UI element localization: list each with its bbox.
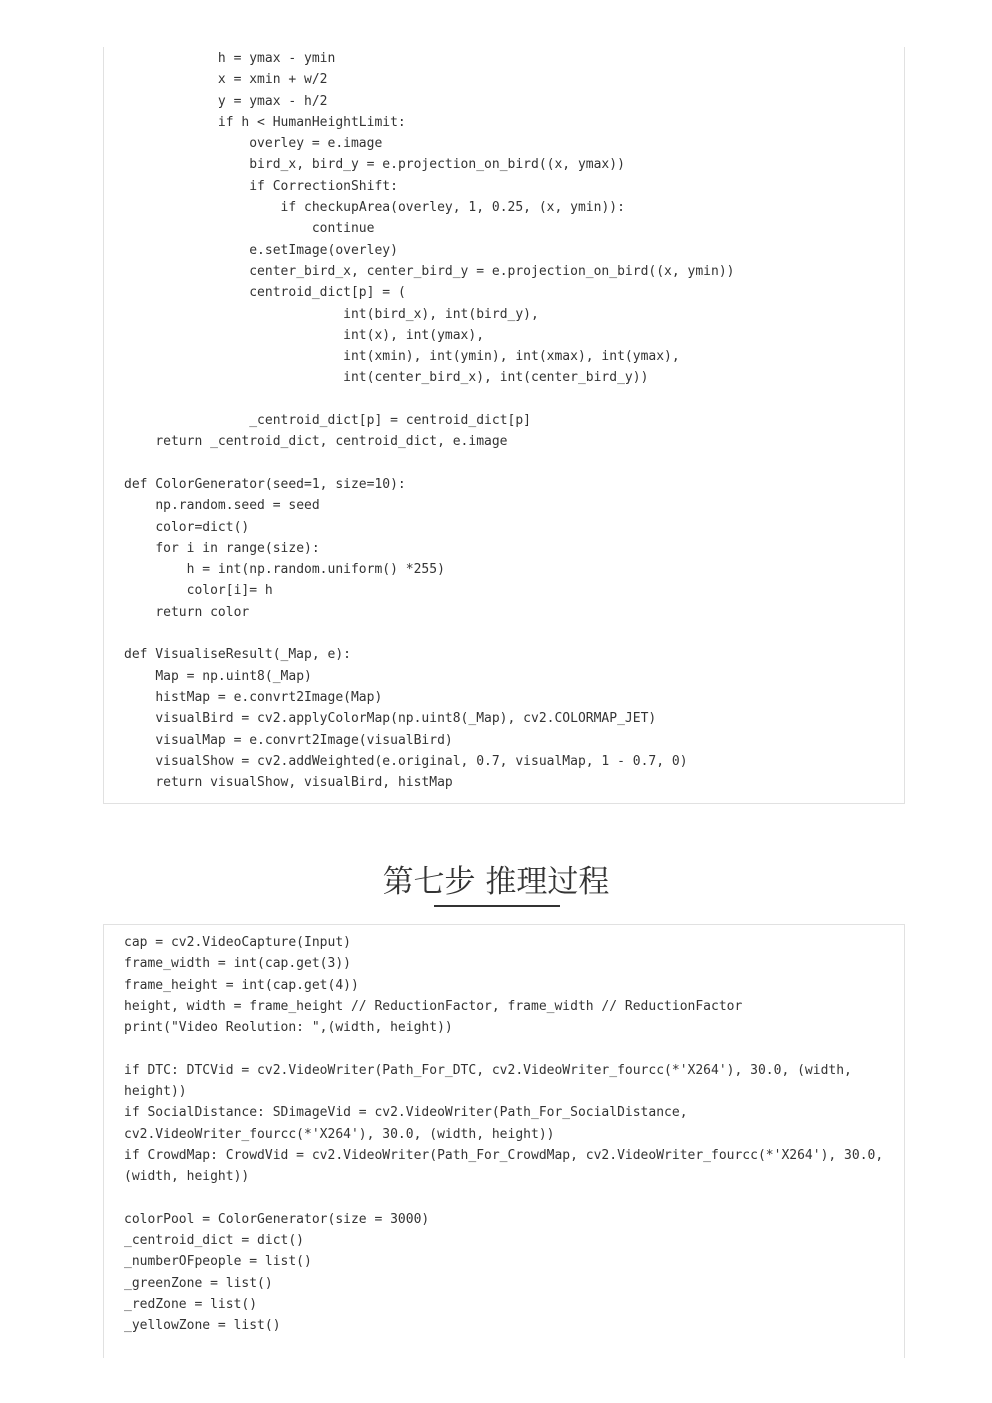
- code-line: [124, 453, 884, 474]
- code-line: print("Video Reolution: ",(width, height)): [124, 1020, 453, 1036]
- code-line: _centroid_dict = dict(): [124, 1233, 305, 1249]
- code-line: visualMap = e.convrt2Image(visualBird): [124, 732, 453, 748]
- code-line: h = ymax - ymin: [124, 51, 336, 66]
- code-line: if DTC: DTCVid = cv2.VideoWriter(Path_For_DTC, cv2.VideoWriter_fourcc(*'X264'), 30.0, (width, height)): [124, 1062, 860, 1100]
- code-line: if checkupArea(overley, 1, 0.25, (x, ymin)):: [124, 200, 625, 216]
- code-line: histMap = e.convrt2Image(Map): [124, 689, 383, 705]
- code-line: Map = np.uint8(_Map): [124, 668, 312, 684]
- code-block-inference: [103, 924, 905, 1358]
- code-line: frame_width = int(cap.get(3)): [124, 956, 351, 972]
- code-line: [124, 389, 884, 410]
- code-line: int(x), int(ymax),: [124, 327, 485, 343]
- code-line: [124, 1038, 884, 1059]
- code-line: return color: [124, 604, 250, 620]
- code-line: if CrowdMap: CrowdVid = cv2.VideoWriter(Path_For_CrowdMap, cv2.VideoWriter_fourcc(*'X264'), 30.0, (width, height)): [124, 1147, 892, 1185]
- code-block-functions: [103, 47, 905, 804]
- code-content: [104, 925, 904, 1337]
- code-line: visualBird = cv2.applyColorMap(np.uint8(_Map), cv2.COLORMAP_JET): [124, 711, 657, 727]
- code-line: _greenZone = list(): [124, 1275, 273, 1291]
- heading-underline: [434, 905, 560, 907]
- section-title: 第七步 推理过程: [382, 864, 610, 900]
- code-line: colorPool = ColorGenerator(size = 3000): [124, 1211, 430, 1227]
- code-line: return visualShow, visualBird, histMap: [124, 775, 453, 791]
- code-line: y = ymax - h/2: [124, 93, 328, 109]
- code-line: continue: [124, 221, 375, 237]
- code-line: center_bird_x, center_bird_y = e.projection_on_bird((x, ymin)): [124, 263, 735, 279]
- code-line: if SocialDistance: SDimageVid = cv2.VideoWriter(Path_For_SocialDistance, cv2.VideoWriter_fourcc(*'X264'), 30.0, (width, height)): [124, 1105, 696, 1142]
- code-line: height, width = frame_height // ReductionFactor, frame_width // ReductionFactor: [124, 998, 743, 1014]
- code-line: e.setImage(overley): [124, 242, 398, 258]
- code-line: return _centroid_dict, centroid_dict, e.image: [124, 434, 508, 450]
- code-line: frame_height = int(cap.get(4)): [124, 977, 359, 993]
- code-line: def VisualiseResult(_Map, e):: [124, 647, 351, 663]
- code-line: cap = cv2.VideoCapture(Input): [124, 935, 351, 950]
- code-line: if h < HumanHeightLimit:: [124, 114, 406, 130]
- code-line: h = int(np.random.uniform() *255): [124, 562, 445, 578]
- section-heading: [0, 860, 992, 904]
- code-line: color[i]= h: [124, 583, 273, 599]
- code-line: x = xmin + w/2: [124, 72, 328, 88]
- code-line: int(bird_x), int(bird_y),: [124, 306, 539, 322]
- code-line: _centroid_dict[p] = centroid_dict[p]: [124, 413, 531, 429]
- code-line: bird_x, bird_y = e.projection_on_bird((x, ymax)): [124, 157, 625, 173]
- code-line: _numberOFpeople = list(): [124, 1254, 312, 1270]
- code-line: color=dict(): [124, 519, 250, 535]
- code-line: visualShow = cv2.addWeighted(e.original, 0.7, visualMap, 1 - 0.7, 0): [124, 753, 688, 769]
- code-line: def ColorGenerator(seed=1, size=10):: [124, 476, 406, 492]
- code-line: _yellowZone = list(): [124, 1318, 281, 1334]
- code-line: [124, 1188, 884, 1209]
- code-line: _redZone = list(): [124, 1297, 258, 1313]
- code-line: int(xmin), int(ymin), int(xmax), int(ymax),: [124, 349, 680, 365]
- code-content: [104, 47, 904, 793]
- code-line: np.random.seed = seed: [124, 498, 320, 514]
- code-line: centroid_dict[p] = (: [124, 285, 406, 301]
- code-line: if CorrectionShift:: [124, 178, 398, 194]
- code-line: [124, 623, 884, 644]
- code-line: for i in range(size):: [124, 540, 320, 556]
- code-line: overley = e.image: [124, 136, 383, 152]
- code-line: int(center_bird_x), int(center_bird_y)): [124, 370, 649, 386]
